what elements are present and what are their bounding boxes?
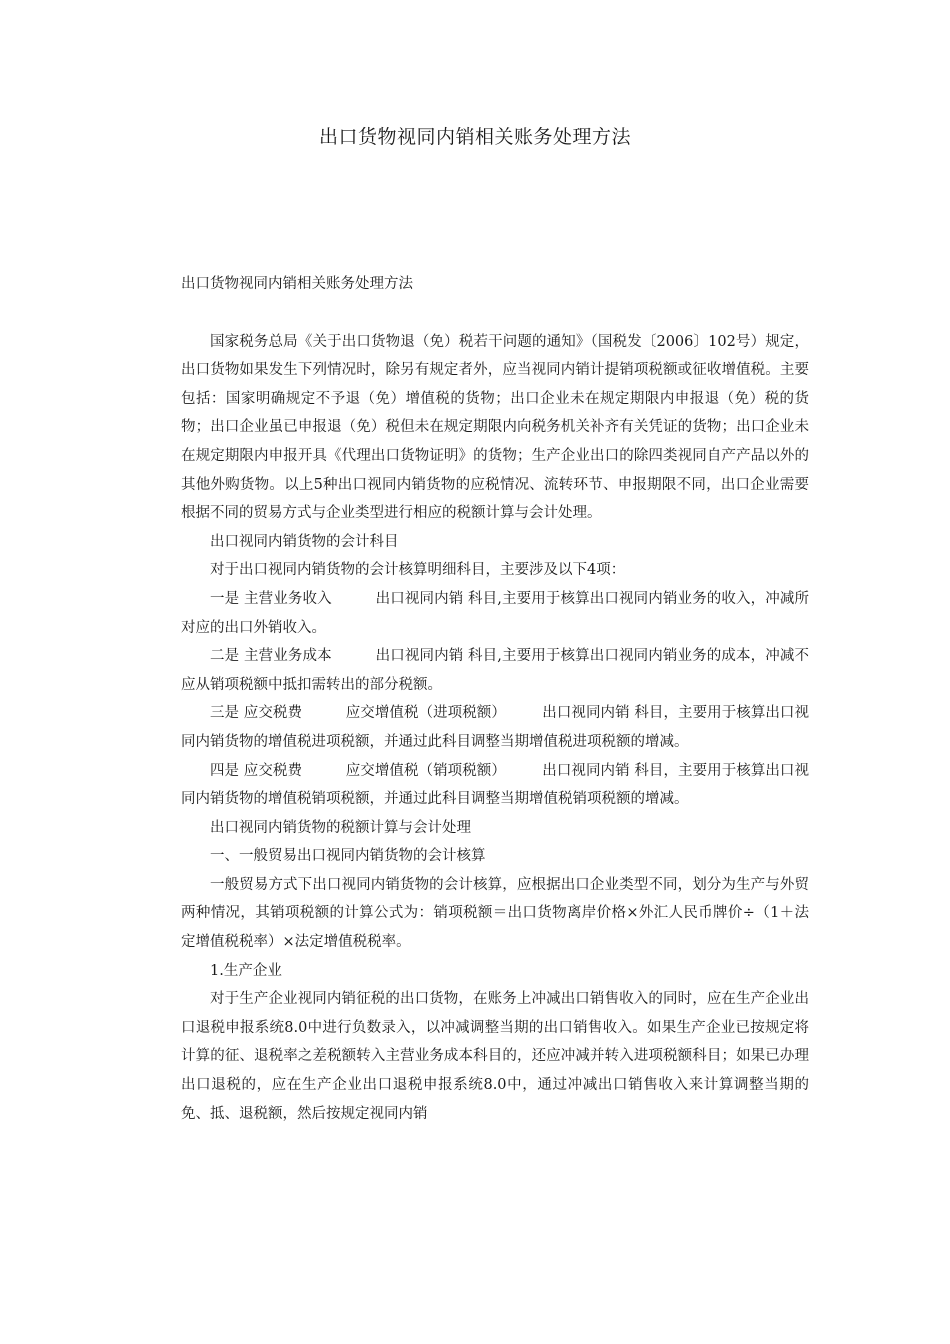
subsection-heading-general-trade: 一、一般贸易出口视同内销货物的会计核算: [210, 848, 486, 865]
document-title: 出口货物视同内销相关账务处理方法: [318, 126, 631, 148]
paragraph-account-4: 四是 应交税费 应交增值税（销项税额） 出口视同内销 科目，主要用于核算出口视同内销货物的增值税销项税额，并通过此科目调整当期增值税销项税额的增减。: [181, 762, 809, 808]
section-heading-tax-calc: 出口视同内销货物的税额计算与会计处理: [210, 819, 471, 836]
subsection-heading-manufacturer: 1.生产企业: [210, 962, 282, 979]
paragraph-intro: 国家税务总局《关于出口货物退（免）税若干问题的通知》（国税发〔2006〕102号）规定，出口货物如果发生下列情况时，除另有规定者外，应当视同内销计提销项税额或征收增值税。主要包括：国家明确规定不予退（免）增值税的货物；出口企业未在规定期限内申报退（免）税的货物；出口企业虽已申报退（免）税但未在规定期限内向税务机关补齐有关凭证的货物；出口企业未在规定期限内申报开具《代理出口货物证明》的货物；生产企业出口的除四类视同自产产品以外的其他外购货物。以上5种出口视同内销货物的应税情况、流转环节、申报期限不同，出口企业需要根据不同的贸易方式与企业类型进行相应的税额计算与会计处理。: [181, 333, 809, 522]
document-subtitle: 出口货物视同内销相关账务处理方法: [181, 276, 413, 292]
paragraph-manufacturer: 对于生产企业视同内销征税的出口货物，在账务上冲减出口销售收入的同时，应在生产企业出口退税申报系统8.0中进行负数录入，以冲减调整当期的出口销售收入。如果生产企业已按规定将计算的征、退税率之差税额转入主营业务成本科目的，还应冲减并转入进项税额科目；如果已办理出口退税的，应在生产企业出口退税申报系统8.0中，通过冲减出口销售收入来计算调整当期的免、抵、退税额，然后按规定视同内销: [181, 991, 809, 1122]
paragraph-account-1: 一是 主营业务收入 出口视同内销 科目,主要用于核算出口视同内销业务的收入，冲减所对应的出口外销收入。: [181, 590, 809, 636]
paragraph-account-2: 二是 主营业务成本 出口视同内销 科目,主要用于核算出口视同内销业务的成本，冲减不应从销项税额中抵扣需转出的部分税额。: [181, 648, 809, 693]
section-heading-accounts: 出口视同内销货物的会计科目: [210, 533, 399, 550]
paragraph-accounts-intro: 对于出口视同内销货物的会计核算明细科目，主要涉及以下4项：: [210, 562, 626, 579]
paragraph-general-trade: 一般贸易方式下出口视同内销货物的会计核算，应根据出口企业类型不同，划分为生产与外贸两种情况，其销项税额的计算公式为：销项税额＝出口货物离岸价格×外汇人民币牌价÷（1＋法定增值税税率）×法定增值税税率。: [181, 876, 809, 951]
paragraph-account-3: 三是 应交税费 应交增值税（进项税额） 出口视同内销 科目，主要用于核算出口视同内销货物的增值税进项税额，并通过此科目调整当期增值税进项税额的增减。: [181, 705, 809, 750]
document-body: [181, 270, 809, 1128]
